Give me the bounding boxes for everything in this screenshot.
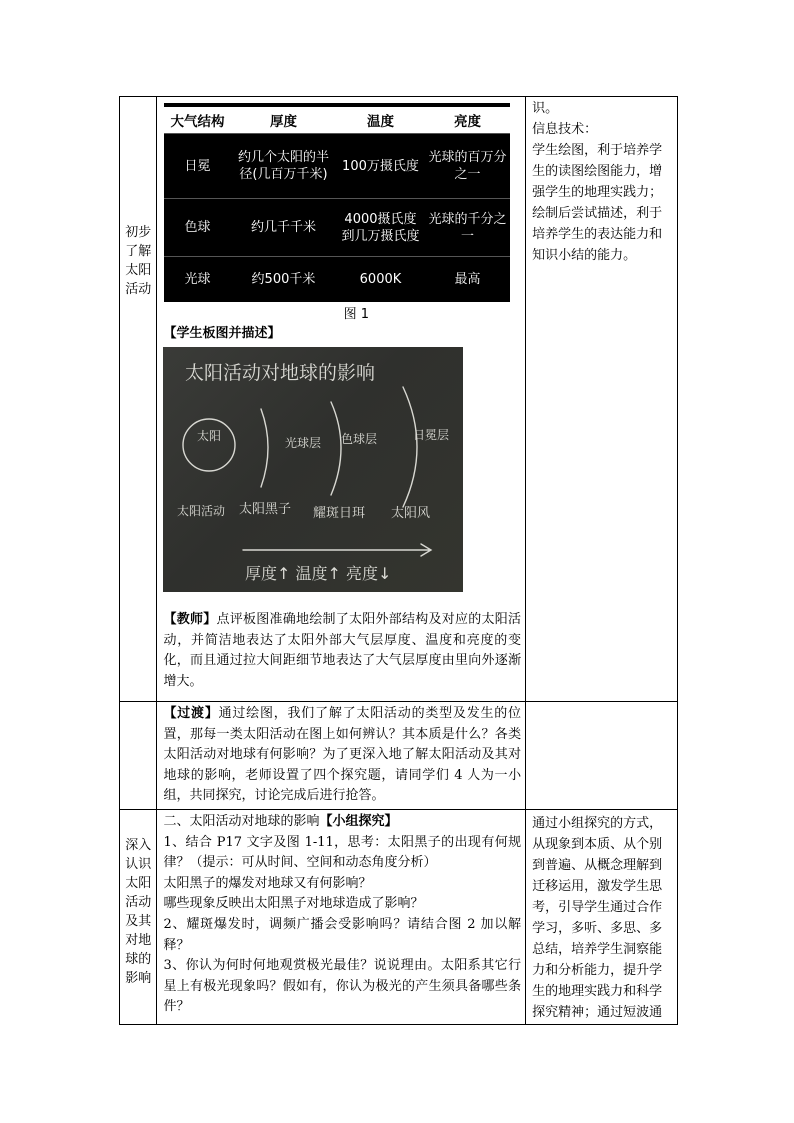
teacher-text: 点评板图准确地绘制了太阳外部结构及对应的太阳活动，并简洁地表达了太阳外部大气层厚度、温度和亮度的变化，而且通过拉大间距细节地表达了大气层厚度由里向外逐渐增大。 xyxy=(163,612,522,689)
arc-photosphere xyxy=(261,409,268,487)
stage-line: 太阳 xyxy=(125,263,152,278)
figure-caption: 图 1 xyxy=(343,307,369,322)
stage-cell-3 xyxy=(120,809,157,1024)
blackboard-photo xyxy=(163,347,463,592)
table-cell: 约几千千米 xyxy=(230,199,336,257)
teacher-comment xyxy=(157,608,525,694)
section-title: 二、太阳活动对地球的影响 xyxy=(163,813,320,829)
stage-cell-1 xyxy=(120,97,157,702)
table-cell: 6000K xyxy=(336,257,424,303)
table-cell: 光球的百万分之一 xyxy=(424,134,510,199)
board-activity: 太阳活动 xyxy=(177,504,226,518)
content-cell-1 xyxy=(157,97,526,702)
board-activity: 太阳黑子 xyxy=(239,502,292,517)
board-layer-chromosphere: 色球层 xyxy=(341,432,378,446)
stage-line: 及其 xyxy=(125,913,152,929)
lesson-plan-table xyxy=(119,96,678,1025)
inquiry-line: 3、你认为何时何地观赏极光最佳？说说理由。太阳系其它行星上有极光现象吗？假如有，你认为极光的产生须具备哪些条件？ xyxy=(163,958,522,1015)
remark-cell-2 xyxy=(526,702,678,810)
remark-1 xyxy=(526,97,677,267)
stage-line: 活动 xyxy=(125,282,152,297)
sun-circle xyxy=(183,419,235,471)
transition-text xyxy=(157,702,525,809)
stage-line: 活动 xyxy=(125,894,152,910)
remark-3: 通过小组探究的方式，从现象到本质、从个别到普遍、从概念理解到迁移运用，激发学生思考，引导学生通过合作学习，多听、多思、多总结，培养学生洞察能力和分析能力，提升学生的地理实践力和科学探究精神；通过短波通 xyxy=(532,815,663,1020)
stage-line: 了解 xyxy=(125,244,152,259)
stage-label-2 xyxy=(120,810,156,988)
arc-corona xyxy=(403,387,417,507)
atmosphere-row xyxy=(164,134,510,199)
remark-line: 学生绘图，利于培养学生的读图绘图能力，增强学生的地理实践力；绘制后尝试描述，利于培养学生的表达能力和知识小结的能力。 xyxy=(532,143,663,263)
table-cell: 4000摄氏度到几万摄氏度 xyxy=(336,199,424,257)
row-transition xyxy=(120,702,678,810)
direction-arrow xyxy=(243,544,431,556)
board-activity: 耀斑日珥 xyxy=(313,506,366,521)
header-cell: 亮度 xyxy=(424,107,510,134)
header-cell: 温度 xyxy=(336,107,424,134)
board-layer-photosphere: 光球层 xyxy=(285,436,322,450)
table-cell: 色球 xyxy=(164,199,230,257)
inquiry-line: 1、结合 P17 文字及图 1-11，思考：太阳黑子的出现有何规律？（提示：可从时间、空间和动态角度分析） xyxy=(163,834,522,871)
board-activity: 太阳风 xyxy=(391,506,431,521)
teacher-tag: 【教师】 xyxy=(163,612,217,627)
transition-tag: 【过渡】 xyxy=(163,706,219,721)
board-layer-corona: 日冕层 xyxy=(413,428,450,442)
remark-line: 信息技术： xyxy=(532,122,598,137)
arc-chromosphere xyxy=(331,402,341,495)
stage-line: 太阳 xyxy=(125,875,152,891)
header-cell: 厚度 xyxy=(230,107,336,134)
atmosphere-table xyxy=(164,107,510,302)
stage-line: 认识 xyxy=(125,856,152,872)
inquiry-line: 2、耀斑爆发时，调频广播会受影响吗？请结合图 2 加以解释？ xyxy=(163,916,522,953)
atmosphere-structure-figure xyxy=(164,103,510,302)
table-cell: 100万摄氏度 xyxy=(336,134,424,199)
stage-cell-2 xyxy=(120,702,157,810)
table-cell: 约500千米 xyxy=(230,257,336,303)
row-stage-2 xyxy=(120,809,678,1024)
table-cell: 最高 xyxy=(424,257,510,303)
table-cell: 约几个太阳的半径(几百万千米) xyxy=(230,134,336,199)
remark-cell-3 xyxy=(526,809,678,1024)
atmosphere-header-row xyxy=(164,107,510,134)
inquiry-line: 哪些现象反映出太阳黑子对地球造成了影响？ xyxy=(163,896,424,912)
section-tag: 【小组探究】 xyxy=(319,813,398,829)
content-cell-3 xyxy=(157,809,526,1024)
row-stage-1 xyxy=(120,97,678,702)
board-layer-sun: 太阳 xyxy=(197,429,222,443)
atmosphere-row xyxy=(164,199,510,257)
remark-cell-1 xyxy=(526,97,678,702)
header-cell: 大气结构 xyxy=(164,107,230,134)
table-cell: 光球的千分之一 xyxy=(424,199,510,257)
inquiry-line: 太阳黑子的爆发对地球又有何影响？ xyxy=(163,875,372,891)
blackboard-drawing xyxy=(163,347,463,592)
group-inquiry xyxy=(157,810,525,1020)
content-cell-2 xyxy=(157,702,526,810)
stage-label-1 xyxy=(120,97,156,299)
board-label: 【学生板图并描述】 xyxy=(163,326,281,341)
table-cell: 日冕 xyxy=(164,134,230,199)
stage-line: 球的 xyxy=(125,951,152,967)
board-title: 太阳活动对地球的影响 xyxy=(185,362,376,384)
stage-line: 影响 xyxy=(125,970,152,986)
remark-line: 识。 xyxy=(532,101,559,116)
transition-body: 通过绘图，我们了解了太阳活动的类型及发生的位置，那每一类太阳活动在图上如何辨认？其本质是什么？各类太阳活动对地球有何影响？为了更深入地了解太阳活动及其对地球的影响，老师设置了四个探究题，请同学们 4 人为一小组，共同探究，讨论完成后进行抢答。 xyxy=(163,706,522,804)
board-bottom-text: 厚度↑ 温度↑ 亮度↓ xyxy=(245,564,392,583)
atmosphere-row xyxy=(164,257,510,303)
stage-line: 初步 xyxy=(125,225,152,240)
table-cell: 光球 xyxy=(164,257,230,303)
stage-line: 深入 xyxy=(125,837,152,853)
stage-line: 对地 xyxy=(125,932,152,948)
